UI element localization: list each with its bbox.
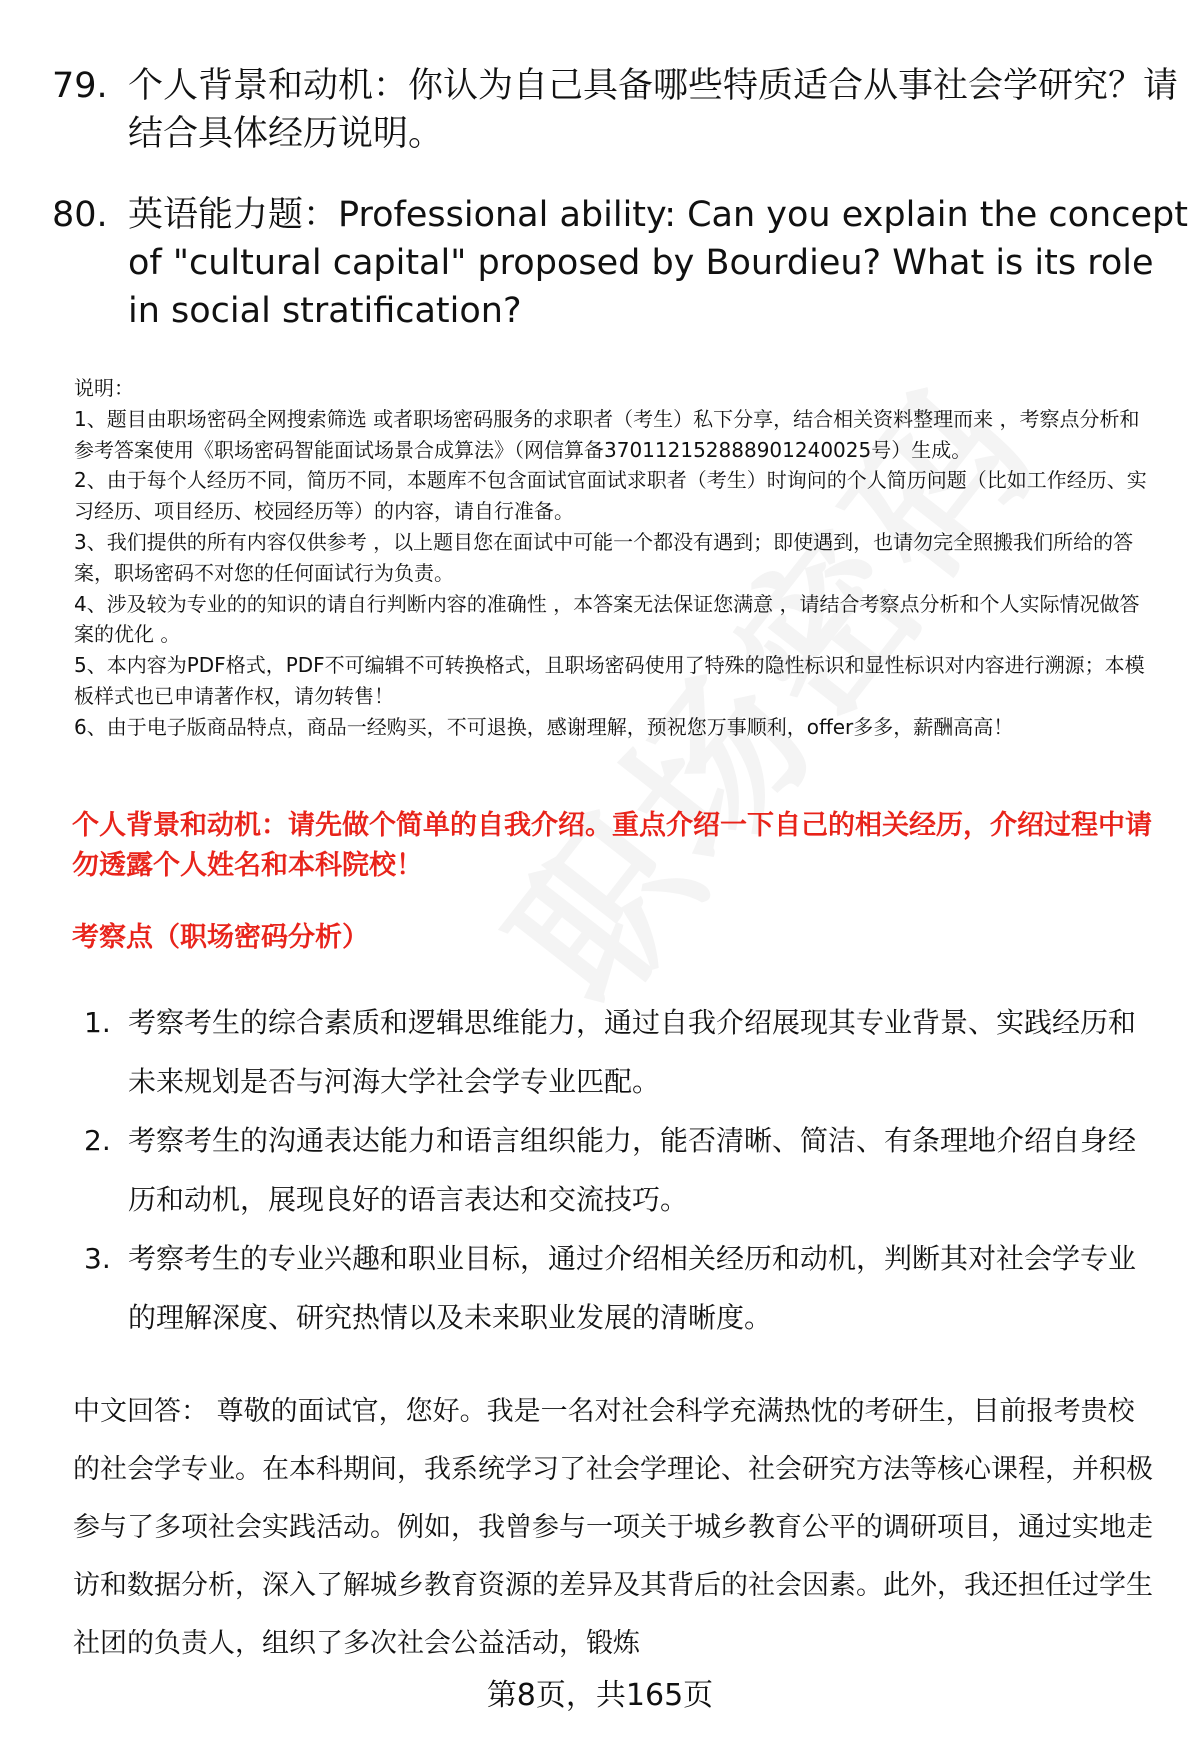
analysis-point [84, 1229, 1154, 1347]
point-number: 3. [84, 1242, 111, 1275]
notes-title: 说明： [74, 376, 134, 400]
page-footer: 第8页，共165页 [486, 1678, 714, 1713]
question-number: 80. [52, 195, 108, 235]
question-80 [52, 191, 1188, 335]
question-text: 英语能力题：Professional ability: Can you explain the concept of "cultural capital" proposed by Bourdieu? What is its role in social stratification? [128, 195, 1188, 331]
note-item: 4、涉及较为专业的的知识的请自行判断内容的准确性 ，本答案无法保证您满意 ，请结合考察点分析和个人实际情况做答案的优化 。 [74, 591, 1140, 647]
question-79 [52, 62, 1179, 158]
question-text: 个人背景和动机：你认为自己具备哪些特质适合从事社会学研究？请结合具体经历说明。 [128, 66, 1179, 154]
background-question-heading: 个人背景和动机：请先做个简单的自我介绍。重点介绍一下自己的相关经历，介绍过程中请勿透露个人姓名和本科院校！ [72, 810, 1152, 881]
analysis-point [84, 993, 1154, 1111]
answer-paragraph: 中文回答： 尊敬的面试官，您好。我是一名对社会科学充满热忱的考研生，目前报考贵校的社会学专业。在本科期间，我系统学习了社会学理论、社会研究方法等核心课程，并积极参与了多项社会实践活动。例如，我曾参与一项关于城乡教育公平的调研项目，通过实地走访和数据分析，深入了解城乡教育资源的差异及其背后的社会因素。此外，我还担任过学生社团的负责人，组织了多次社会公益活动，锻炼 [73, 1396, 1153, 1659]
note-item: 5、本内容为PDF格式，PDF不可编辑不可转换格式，且职场密码使用了特殊的隐性标识和显性标识对内容进行溯源；本模板样式也已申请著作权，请勿转售！ [74, 653, 1145, 708]
note-item: 3、我们提供的所有内容仅供参考 ，以上题目您在面试中可能一个都没有遇到；即使遇到，也请勿完全照搬我们所给的答案，职场密码不对您的任何面试行为负责。 [74, 529, 1134, 585]
point-text: 考察考生的综合素质和逻辑思维能力，通过自我介绍展现其专业背景、实践经历和未来规划是否与河海大学社会学专业匹配。 [128, 1006, 1137, 1098]
point-text: 考察考生的沟通表达能力和语言组织能力，能否清晰、简洁、有条理地介绍自身经历和动机，展现良好的语言表达和交流技巧。 [128, 1124, 1137, 1216]
point-text: 考察考生的专业兴趣和职业目标，通过介绍相关经历和动机，判断其对社会学专业的理解深度、研究热情以及未来职业发展的清晰度。 [128, 1242, 1137, 1334]
point-number: 1. [84, 1006, 111, 1039]
analysis-points-list [84, 993, 1154, 1347]
question-number: 79. [52, 66, 108, 106]
notes-section [74, 373, 1159, 743]
note-item: 6、由于电子版商品特点，商品一经购买，不可退换，感谢理解，预祝您万事顺利，offer多多，薪酬高高！ [74, 714, 1014, 739]
note-item: 1、题目由职场密码全网搜索筛选 或者职场密码服务的求职者（考生）私下分享，结合相关资料整理而来 ，考察点分析和参考答案使用《职场密码智能面试场景合成算法》（网信算备370112152888901240025号）生成。 [74, 406, 1140, 462]
analysis-heading: 考察点（职场密码分析） [72, 922, 369, 953]
point-number: 2. [84, 1124, 111, 1157]
analysis-point [84, 1111, 1154, 1229]
note-item: 2、由于每个人经历不同，简历不同，本题库不包含面试官面试求职者（考生）时询问的个人简历问题（比如工作经历、实习经历、项目经历、校园经历等）的内容，请自行准备。 [74, 468, 1147, 524]
